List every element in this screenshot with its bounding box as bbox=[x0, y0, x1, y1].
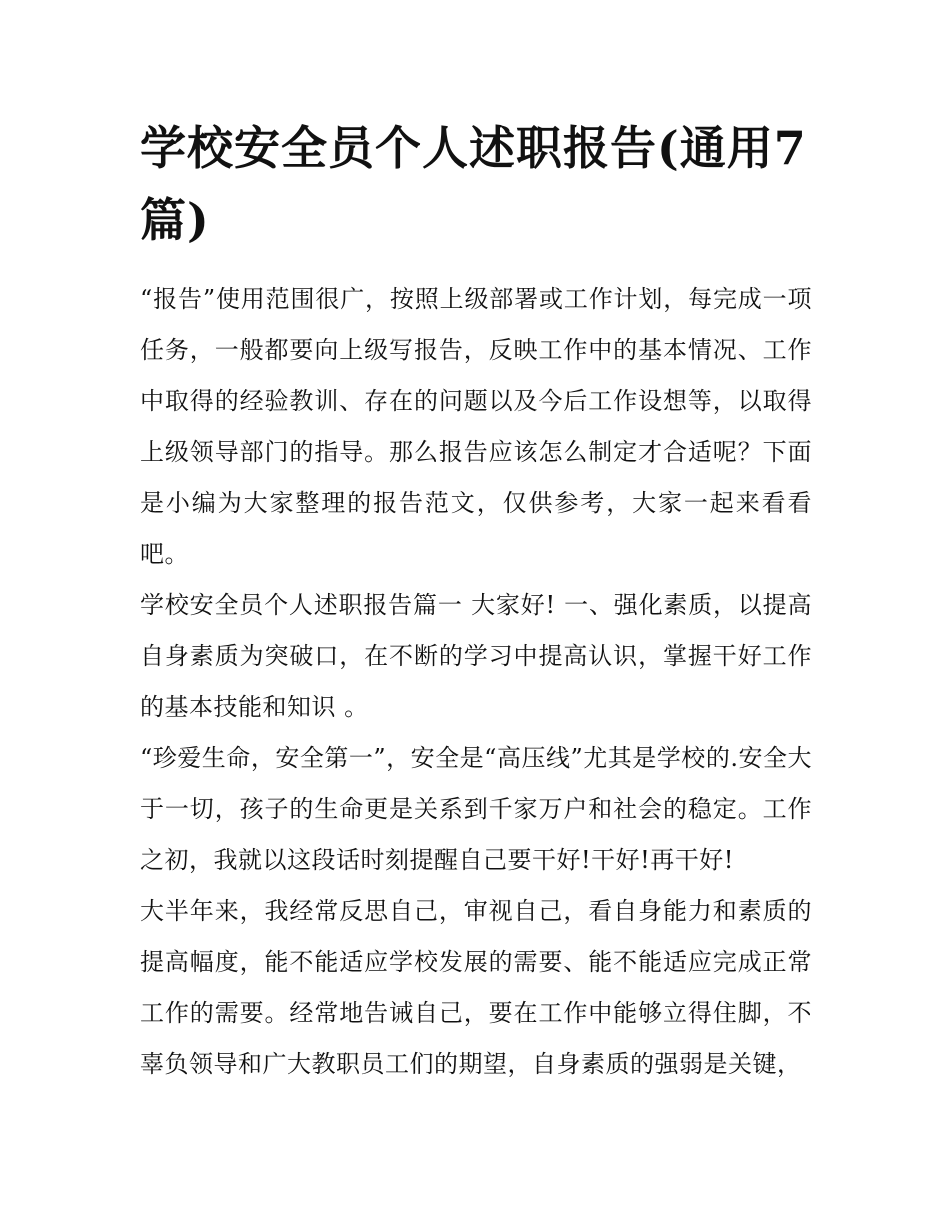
paragraph-safety-first: “珍爱生命，安全第一”，安全是“高压线”尤其是学校的.安全大于一切，孩子的生命更是关系到千家万户和社会的稳定。工作之初，我就以这段话时刻提醒自己要干好!干好!再干好! bbox=[140, 744, 812, 874]
paragraph-self-reflection: 大半年来，我经常反思自己，审视自己，看自身能力和素质的提高幅度，能不能适应学校发展的需要、能不能适应完成正常工作的需要。经常地告诫自己，要在工作中能够立得住脚，不辜负领导和广大教职员工们的期望，自身素质的强弱是关键， bbox=[140, 897, 812, 1078]
paragraph-part-one: 学校安全员个人述职报告篇一 大家好! 一、强化素质，以提高自身素质为突破口，在不断的学习中提高认识，掌握干好工作的基本技能和知识 。 bbox=[140, 591, 812, 721]
document-title: 学校安全员个人述职报告(通用7篇) bbox=[140, 121, 807, 247]
document-body bbox=[140, 112, 812, 1090]
paragraph-intro: “报告”使用范围很广，按照上级部署或工作计划，每完成一项任务，一般都要向上级写报告，反映工作中的基本情况、工作中取得的经验教训、存在的问题以及今后工作设想等，以取得上级领导部门的指导。那么报告应该怎么制定才合适呢？下面是小编为大家整理的报告范文，仅供参考，大家一起来看看吧。 bbox=[140, 285, 812, 568]
